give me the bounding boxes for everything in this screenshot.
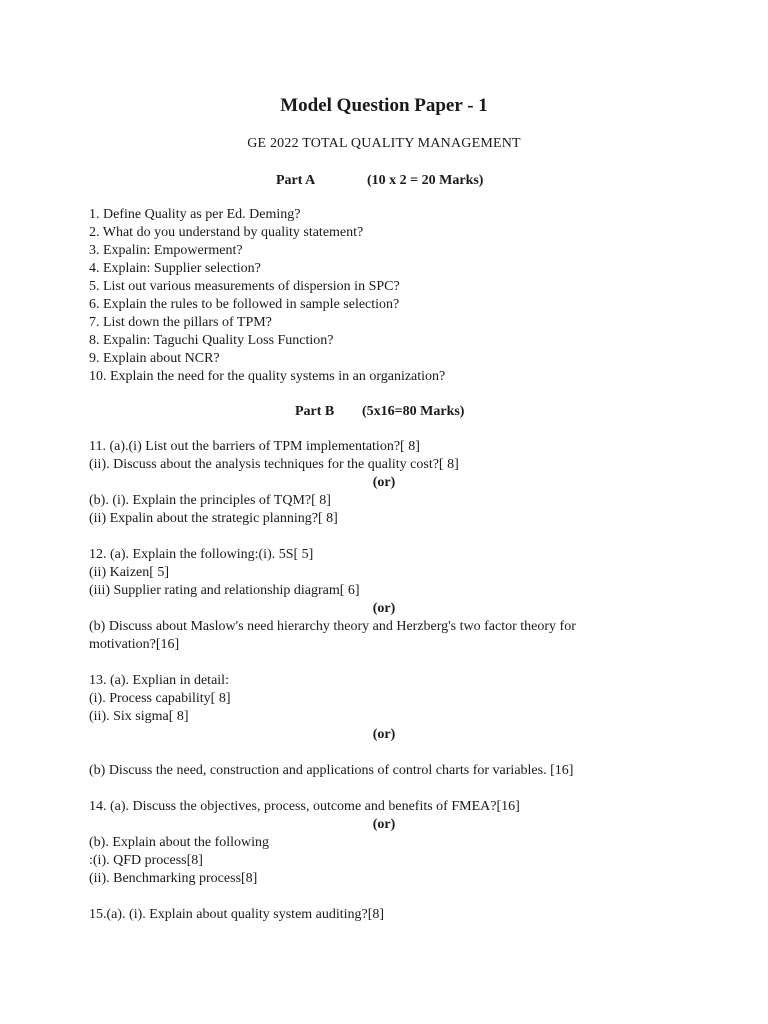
or-separator: (or) xyxy=(372,727,396,742)
question-item: 5. List out various measurements of dispersion in SPC? xyxy=(89,279,400,294)
question-13a-ii: (ii). Six sigma[ 8] xyxy=(89,709,189,724)
part-a-marks: (10 x 2 = 20 Marks) xyxy=(367,173,484,188)
question-item: 10. Explain the need for the quality systems in an organization? xyxy=(89,369,446,384)
or-separator: (or) xyxy=(372,601,396,616)
question-13b: (b) Discuss the need, construction and applications of control charts for variables. [16] xyxy=(89,763,574,778)
question-12a-ii: (ii) Kaizen[ 5] xyxy=(89,565,170,580)
question-item: 8. Expalin: Taguchi Quality Loss Function? xyxy=(89,333,334,348)
question-11a-ii: (ii). Discuss about the analysis techniques for the quality cost?[ 8] xyxy=(89,457,459,472)
question-12a-i: 12. (a). Explain the following:(i). 5S[ 5] xyxy=(89,547,314,562)
question-14b-ii: (ii). Benchmarking process[8] xyxy=(89,871,258,886)
spacer xyxy=(89,528,689,546)
spacer xyxy=(89,744,689,762)
question-15a-i: 15.(a). (i). Explain about quality system auditing?[8] xyxy=(89,907,385,922)
question-item: 6. Explain the rules to be followed in sample selection? xyxy=(89,297,400,312)
spacer xyxy=(89,780,689,798)
or-separator: (or) xyxy=(372,817,396,832)
question-14a: 14. (a). Discuss the objectives, process, outcome and benefits of FMEA?[16] xyxy=(89,799,520,814)
spacer xyxy=(89,654,689,672)
part-b-label: Part B xyxy=(295,404,335,419)
spacer xyxy=(89,888,689,906)
question-13a: 13. (a). Explian in detail: xyxy=(89,673,229,688)
question-item: 4. Explain: Supplier selection? xyxy=(89,261,261,276)
question-item: 1. Define Quality as per Ed. Deming? xyxy=(89,207,301,222)
question-item: 9. Explain about NCR? xyxy=(89,351,220,366)
part-b-marks: (5x16=80 Marks) xyxy=(362,404,465,419)
question-13a-i: (i). Process capability[ 8] xyxy=(89,691,231,706)
part-a-label: Part A xyxy=(276,173,316,188)
part-a-questions xyxy=(89,206,689,386)
question-item: 3. Expalin: Empowerment? xyxy=(89,243,243,258)
question-12a-iii: (iii) Supplier rating and relationship diagram[ 6] xyxy=(89,583,360,598)
question-12b: (b) Discuss about Maslow's need hierarchy theory and Herzberg's two factor theory for motivation?[16] xyxy=(89,619,576,652)
part-b-questions xyxy=(89,438,689,924)
question-item: 2. What do you understand by quality statement? xyxy=(89,225,364,240)
paper-title: Model Question Paper - 1 xyxy=(280,95,488,116)
question-11a-i: 11. (a).(i) List out the barriers of TPM implementation?[ 8] xyxy=(89,439,420,454)
question-11b-ii: (ii) Expalin about the strategic planning?[ 8] xyxy=(89,511,338,526)
question-14b-i: :(i). QFD process[8] xyxy=(89,853,203,868)
or-separator: (or) xyxy=(372,475,396,490)
question-item: 7. List down the pillars of TPM? xyxy=(89,315,272,330)
question-11b-i: (b). (i). Explain the principles of TQM?[ 8] xyxy=(89,493,331,508)
question-14b: (b). Explain about the following xyxy=(89,835,270,850)
course-title: GE 2022 TOTAL QUALITY MANAGEMENT xyxy=(247,136,521,151)
